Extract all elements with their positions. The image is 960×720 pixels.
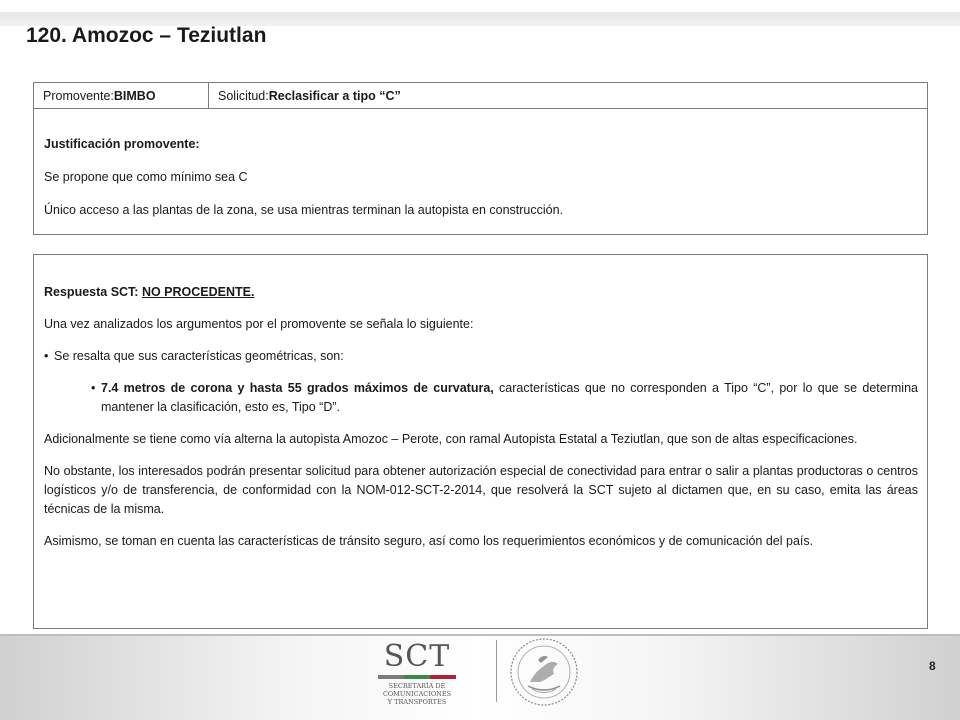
response-verdict: NO PROCEDENTE. [141,285,255,299]
justification-paragraph: Se propone que como mínimo sea C [44,170,248,184]
response-bullet: • Se resalta que sus características geométricas, son: [44,347,918,366]
justification-section [34,109,927,218]
response-box [33,254,928,629]
request-box [33,82,928,235]
response-sub-bullet-bold: 7.4 metros de corona y hasta 55 grados máximos de curvatura, [101,381,494,395]
promovente-label: Promovente: [43,88,114,103]
page-number: 8 [929,659,936,673]
mexican-coat-of-arms-seal-icon [508,636,580,708]
footer-logo-divider [496,640,497,702]
solicitud-label: Solicitud: [218,88,269,103]
sct-stripe [378,675,404,679]
response-intro: Una vez analizados los argumentos por el promovente se señala lo siguiente: [44,317,474,331]
sct-logo [372,641,462,713]
promovente-cell [34,83,209,108]
response-heading [44,283,918,302]
response-paragraph: No obstante, los interesados podrán presentar solicitud para obtener autorización especial de conectividad para entrar o salir a plantas productoras o centros logísticos y/o de transferencia, de conformidad con la NOM-012-SCT-2-2014, que resolverá la SCT sujeto al dictamen que, en su caso, emita las áreas técnicas de la misma. [44,464,918,516]
promovente-value: BIMBO [113,88,156,103]
footer-divider-line [0,634,960,636]
sct-stripe [430,675,456,679]
footer-band [0,634,960,720]
slide-title: 120. Amozoc – Teziutlan [26,24,267,47]
sct-logo-subtitle: SECRETARÍA DE [388,682,446,690]
response-sub-bullet [44,379,918,417]
request-header-row [34,83,927,109]
sct-logo-subtitle: Y TRANSPORTES [387,698,447,706]
justification-paragraph: Único acceso a las plantas de la zona, se usa mientras terminan la autopista en construcción. [44,203,564,217]
sct-stripe [404,675,430,679]
sct-logo-text: SCT [383,639,451,674]
sct-logo-subtitle: COMUNICACIONES [382,690,452,698]
response-heading-label: Respuesta SCT: [44,285,142,299]
response-paragraph: Asimismo, se toman en cuenta las características de tránsito seguro, así como los requerimientos económicos y de comunicación del país. [44,534,814,548]
response-sub-bullet-rest: características que no corresponden a Tipo “C”, por lo que se determina mantener la clasificación, esto es, Tipo “D”. [101,381,918,414]
solicitud-cell [209,83,401,108]
sct-logo-stripes [378,675,456,679]
justification-heading: Justificación promovente: [44,137,200,151]
response-paragraph: Adicionalmente se tiene como vía alterna la autopista Amozoc – Perote, con ramal Autopista Estatal a Teziutlan, que son de altas especificaciones. [44,432,858,446]
solicitud-value: Reclasificar a tipo “C” [268,88,401,103]
